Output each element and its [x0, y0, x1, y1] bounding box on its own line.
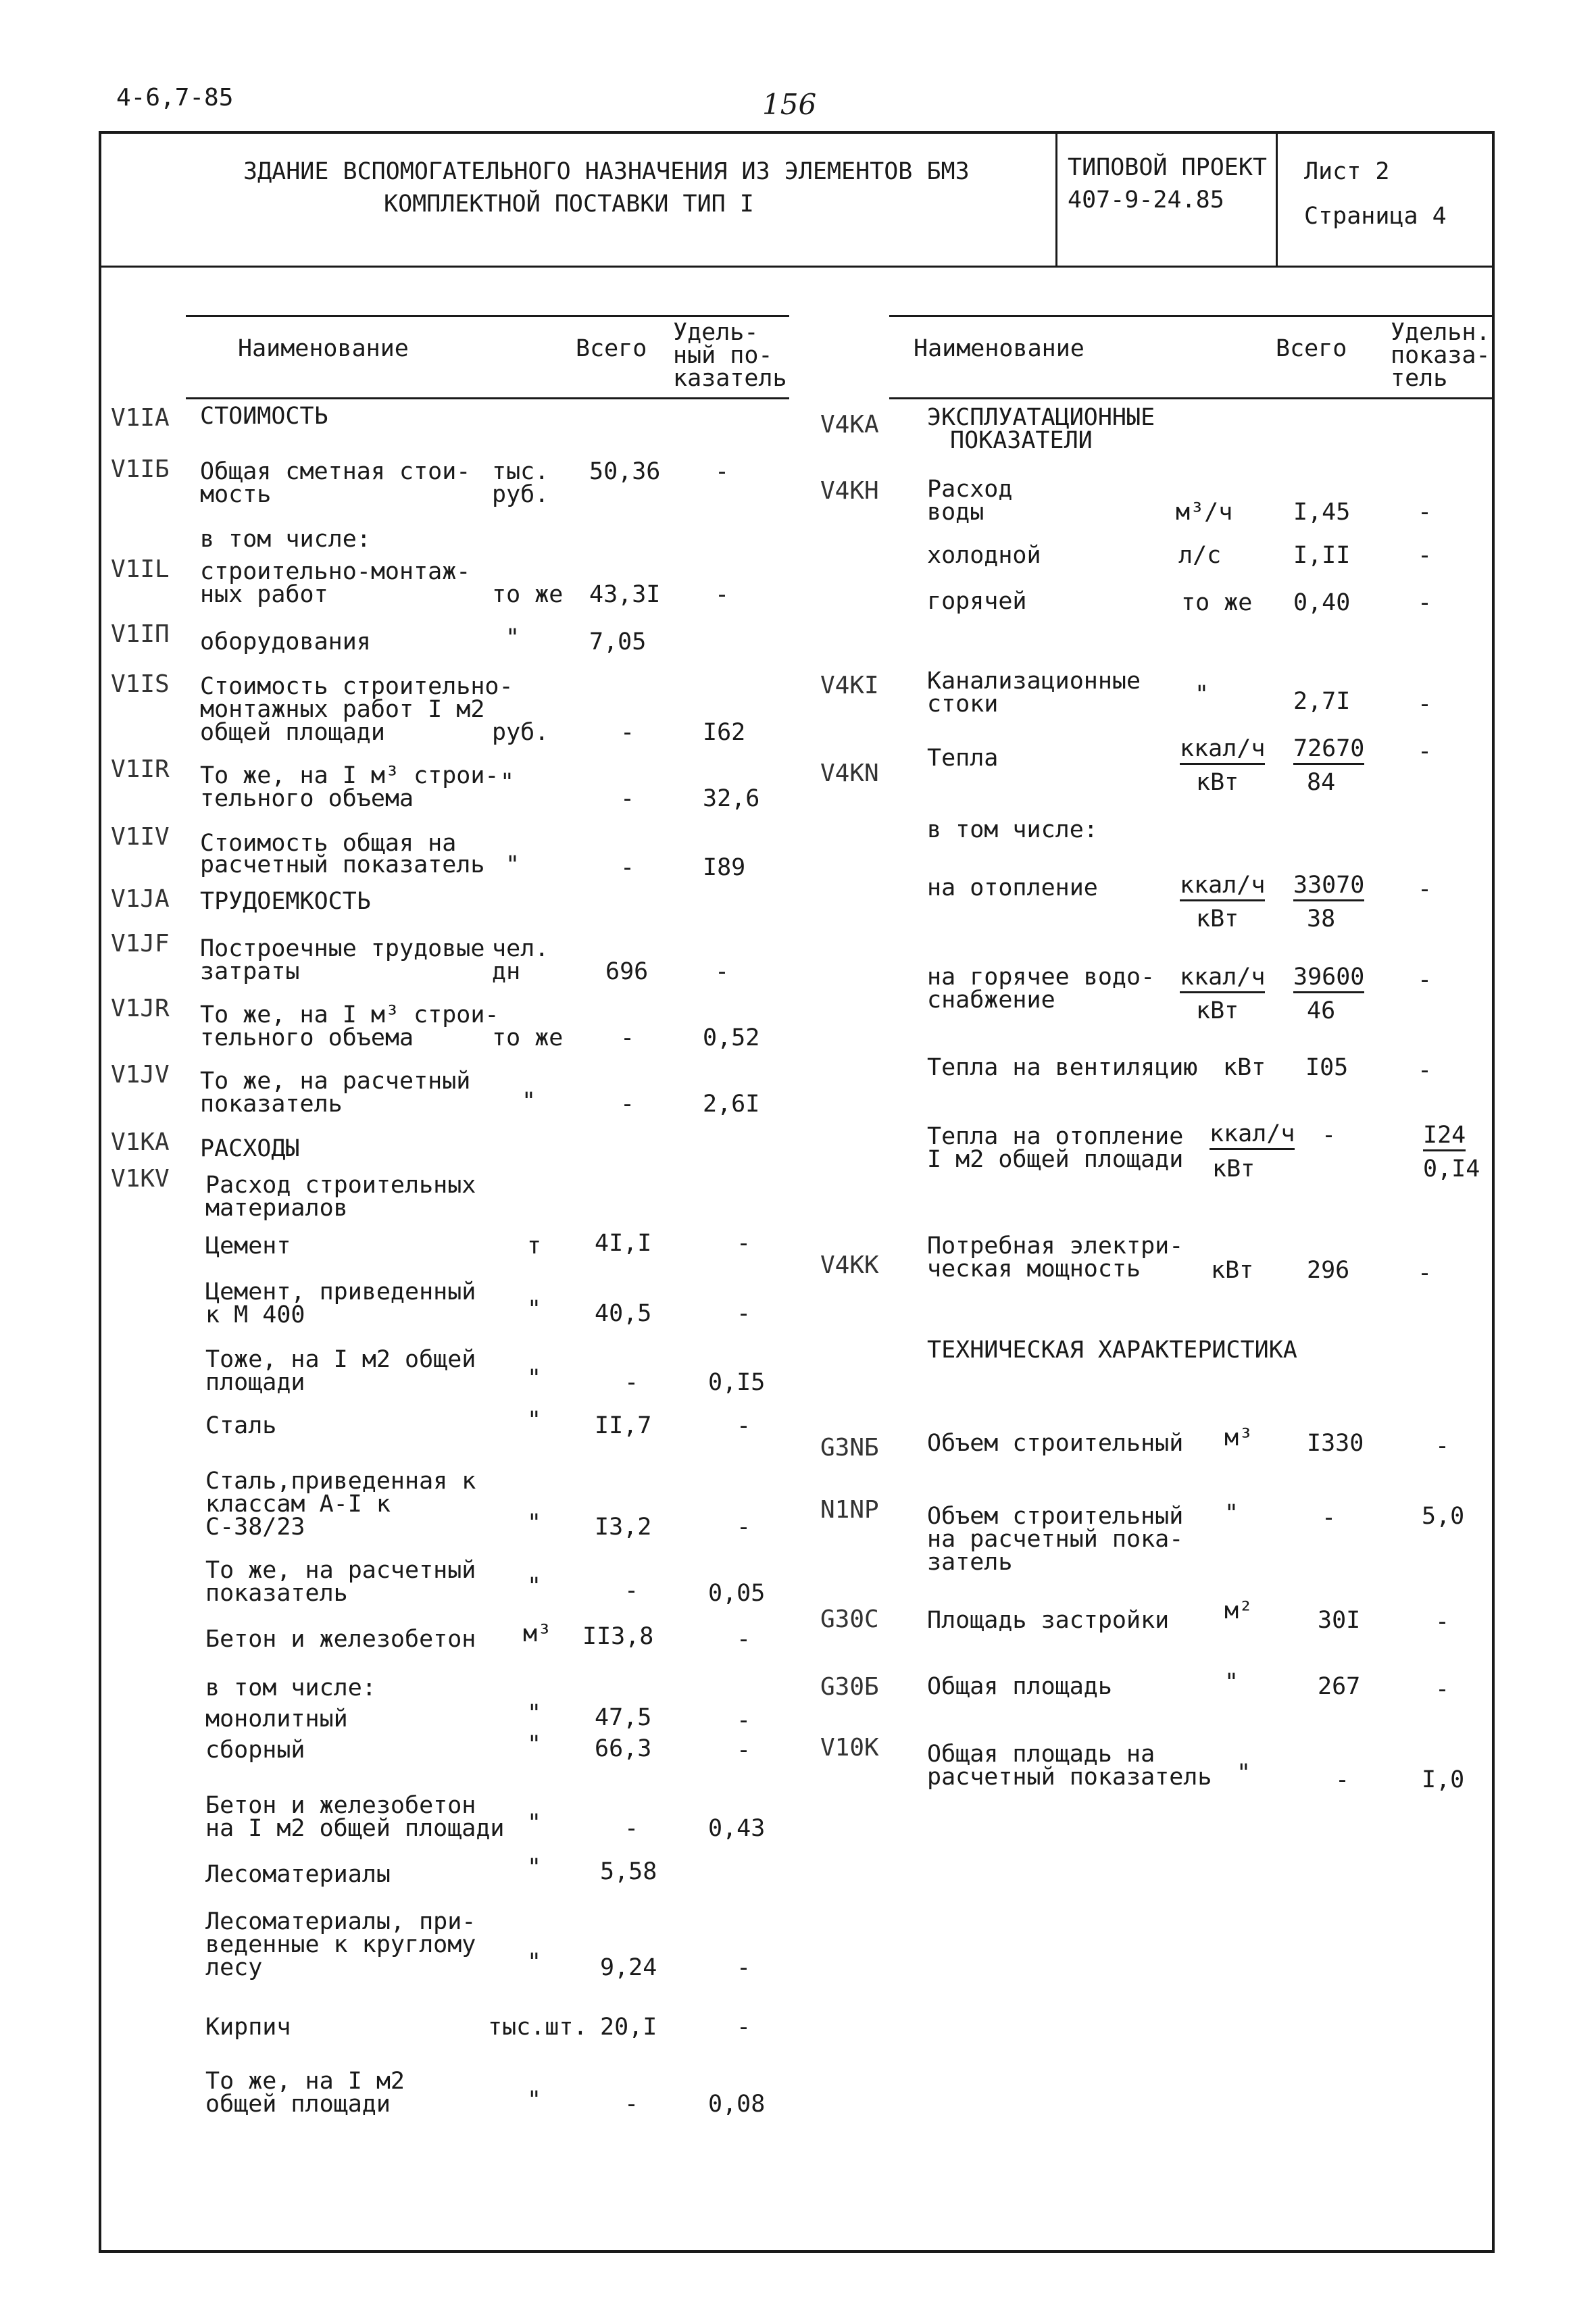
row-code: V1JA: [111, 885, 170, 913]
row-unit: ": [527, 1573, 542, 1600]
row-code: V1IR: [111, 755, 170, 783]
row-specific: -: [737, 1954, 751, 1981]
row-name: Тоже, на I м2 общей: [205, 1346, 476, 1373]
row-total: 66,3: [595, 1735, 652, 1762]
left-header-top-rule: [186, 315, 789, 317]
row-specific: -: [715, 958, 730, 985]
row-total: -: [620, 1024, 635, 1051]
row-name: Расход строительных: [205, 1172, 476, 1199]
row-name: показатель: [200, 1091, 343, 1118]
row-total: -: [620, 785, 635, 812]
row-unit: ": [500, 769, 515, 796]
row-name: затель: [927, 1549, 1013, 1576]
row-total: -: [1322, 1122, 1337, 1149]
row-name: мость: [200, 481, 272, 508]
row-specific: -: [1418, 1057, 1432, 1084]
document-code: 4-6,7-85: [116, 84, 234, 111]
frame-left: [99, 131, 101, 2253]
row-name: Потребная электри-: [927, 1233, 1184, 1260]
row-specific: -: [737, 2014, 751, 2041]
frame-bottom: [99, 2250, 1495, 2253]
row-code: V1JF: [111, 930, 170, 957]
row-name: То же, на I м³ строи-: [200, 762, 499, 789]
row-unit: ": [527, 1731, 542, 1758]
row-specific: -: [1418, 876, 1432, 903]
row-total-top: 39600: [1293, 965, 1364, 993]
row-specific: -: [1418, 589, 1432, 616]
right-col-name: Наименование: [914, 335, 1084, 362]
row-total: 9,24: [600, 1954, 657, 1981]
row-unit: м²: [1224, 1597, 1253, 1624]
row-code: V1JR: [111, 995, 170, 1022]
row-code: N1NP: [820, 1496, 879, 1524]
row-name: Бетон и железобетон: [205, 1792, 476, 1819]
row-name: воды: [927, 499, 984, 526]
row-code: V1JV: [111, 1061, 170, 1089]
right-header-bottom-rule: [889, 397, 1493, 399]
row-name: Стоимость строительно-: [200, 673, 514, 700]
row-unit: ": [1224, 1500, 1239, 1527]
row-unit: ": [527, 1296, 542, 1323]
row-code: V1IA: [111, 404, 170, 432]
page-number: 156: [762, 88, 817, 121]
row-name: площади: [205, 1369, 305, 1396]
project-number: 407-9-24.85: [1068, 186, 1224, 214]
row-unit-top: ккал/ч: [1180, 965, 1265, 993]
row-unit: ": [527, 1365, 542, 1392]
row-label: в том числе:: [205, 1674, 376, 1701]
row-unit: м³: [1224, 1424, 1253, 1451]
row-total: I05: [1305, 1054, 1349, 1081]
row-specific: -: [1418, 966, 1432, 993]
row-total: 4I,I: [595, 1230, 652, 1257]
row-unit: л/с: [1178, 542, 1222, 569]
row-name: Площадь застройки: [927, 1607, 1170, 1634]
row-name: Тепла на вентиляцию: [927, 1054, 1198, 1081]
row-specific: -: [1418, 1260, 1432, 1287]
row-specific: -: [737, 1514, 751, 1541]
row-total: II,7: [595, 1412, 652, 1439]
row-total: 267: [1318, 1673, 1361, 1700]
row-specific: 0,52: [703, 1024, 760, 1051]
row-label: в том числе:: [200, 526, 371, 553]
row-label: в том числе:: [927, 816, 1098, 843]
row-unit: ": [522, 1088, 537, 1115]
project-label: ТИПОВОЙ ПРОЕКТ: [1068, 154, 1268, 181]
row-total: 40,5: [595, 1300, 652, 1327]
row-name: Лесоматериалы, при-: [205, 1908, 476, 1935]
row-specific: 0,08: [708, 2091, 766, 2118]
row-name: Объем строительный: [927, 1503, 1184, 1530]
row-name: С-38/23: [205, 1514, 305, 1541]
row-name: к М 400: [205, 1301, 305, 1328]
row-unit: м³: [523, 1620, 552, 1647]
row-specific: -: [715, 581, 730, 608]
right-col-specific-1: Удельн.: [1391, 319, 1491, 346]
row-total-top: 72670: [1293, 737, 1364, 765]
row-total: -: [624, 1577, 639, 1604]
row-specific-top: I24: [1423, 1123, 1466, 1151]
row-name: ческая мощность: [927, 1255, 1141, 1283]
row-total: -: [1322, 1504, 1337, 1531]
row-total: II3,8: [582, 1623, 654, 1650]
row-unit: м³/ч: [1176, 499, 1233, 526]
row-specific: 0,I5: [708, 1369, 766, 1396]
row-specific-bottom: 0,I4: [1423, 1155, 1480, 1183]
row-specific: -: [715, 458, 730, 485]
row-unit-bottom: кВт: [1212, 1155, 1255, 1183]
header-sep-1: [1055, 131, 1057, 267]
section-operation-title: ЭКСПЛУАТАЦИОННЫЕ: [927, 404, 1155, 431]
row-name: Сталь,приведенная к: [205, 1468, 476, 1495]
row-unit: ": [1237, 1760, 1251, 1787]
right-col-specific-2: показа-: [1391, 342, 1491, 369]
row-name: Бетон и железобетон: [205, 1626, 476, 1653]
section-operation-title-2: ПОКАЗАТЕЛИ: [950, 427, 1093, 454]
row-total-top: 33070: [1293, 873, 1364, 901]
row-unit: ": [527, 1510, 542, 1537]
row-specific: -: [737, 1412, 751, 1439]
row-unit-bottom: кВт: [1196, 769, 1239, 796]
row-unit: тыс.шт.: [488, 2014, 588, 2041]
row-name: Стоимость общая на: [200, 830, 457, 857]
row-specific: I89: [703, 854, 746, 881]
row-unit: ": [505, 851, 520, 878]
row-code: V4KH: [820, 477, 879, 505]
row-name: на горячее водо-: [927, 964, 1155, 991]
right-header-top-rule: [889, 315, 1493, 317]
row-specific: -: [737, 1737, 751, 1764]
row-total-bottom: 84: [1307, 769, 1336, 796]
row-specific: 32,6: [703, 785, 760, 812]
row-unit: т: [527, 1233, 542, 1260]
row-specific: 5,0: [1422, 1503, 1465, 1530]
row-name: монтажных работ I м2: [200, 696, 485, 723]
row-code: V10K: [820, 1734, 879, 1762]
row-name: тельного объема: [200, 1024, 414, 1051]
row-total: -: [1335, 1766, 1350, 1793]
row-name: стоки: [927, 691, 999, 718]
row-unit: ": [1195, 681, 1210, 708]
right-col-total: Всего: [1276, 335, 1347, 362]
row-name: Цемент, приведенный: [205, 1278, 476, 1305]
row-specific: I,0: [1422, 1766, 1465, 1793]
header-title-line1: ЗДАНИЕ ВСПОМОГАТЕЛЬНОГО НАЗНАЧЕНИЯ ИЗ ЭЛЕМЕНТОВ БМЗ: [243, 158, 970, 185]
row-name: строительно-монтаж-: [200, 558, 471, 585]
row-code: V4KN: [820, 760, 879, 787]
row-total: 43,3I: [589, 581, 661, 608]
row-unit: ": [1224, 1669, 1239, 1696]
row-name: расчетный показатель: [927, 1764, 1212, 1791]
row-name: лесу: [205, 1954, 263, 1981]
row-code: V4KI: [820, 672, 879, 699]
row-unit-top: ккал/ч: [1180, 737, 1265, 765]
row-unit: ": [527, 2087, 542, 2114]
row-name: снабжение: [927, 987, 1055, 1014]
row-name: То же, на расчетный: [205, 1557, 476, 1584]
row-name: То же, на I м³ строи-: [200, 1001, 499, 1028]
row-name: Лесоматериалы: [205, 1861, 391, 1888]
row-total: I3,2: [595, 1514, 652, 1541]
row-unit: кВт: [1211, 1257, 1254, 1284]
left-col-total: Всего: [576, 335, 647, 362]
header-title-line2: КОМПЛЕКТНОЙ ПОСТАВКИ ТИП I: [384, 191, 754, 218]
row-code: V1IL: [111, 555, 170, 583]
left-col-specific-3: казатель: [673, 365, 787, 392]
row-name: Общая сметная стои-: [200, 458, 471, 485]
row-total: 20,I: [600, 2014, 657, 2041]
row-name: горячей: [927, 588, 1027, 615]
left-col-name: Наименование: [238, 335, 409, 362]
row-unit: то же: [492, 581, 564, 608]
row-unit: чел.: [492, 935, 549, 962]
section-technical-title: ТЕХНИЧЕСКАЯ ХАРАКТЕРИСТИКА: [927, 1337, 1297, 1364]
row-name: расчетный показатель: [200, 851, 485, 878]
row-specific: -: [737, 1626, 751, 1653]
row-name: То же, на расчетный: [200, 1068, 471, 1095]
row-total: -: [620, 854, 635, 881]
row-specific: -: [1418, 738, 1432, 765]
row-total: 50,36: [589, 458, 661, 485]
row-total: 30I: [1318, 1607, 1361, 1634]
frame-right: [1492, 131, 1495, 2253]
row-unit: ": [527, 1949, 542, 1976]
row-name: веденные к круглому: [205, 1931, 476, 1958]
row-unit: то же: [492, 1024, 564, 1051]
row-name: Общая площадь на: [927, 1741, 1155, 1768]
row-name: холодной: [927, 542, 1041, 569]
row-specific: 0,05: [708, 1580, 766, 1607]
row-specific: 0,43: [708, 1815, 766, 1842]
row-total: 7,05: [589, 628, 647, 655]
row-total: 696: [605, 958, 649, 985]
left-header-bottom-rule: [186, 397, 789, 399]
row-name: на расчетный пока-: [927, 1526, 1184, 1553]
row-name: Объем строительный: [927, 1430, 1184, 1457]
row-unit-bottom: кВт: [1196, 905, 1239, 932]
row-code: G30C: [820, 1605, 879, 1633]
row-unit: тыс.: [492, 458, 549, 485]
row-specific: 2,6I: [703, 1091, 760, 1118]
row-total: 47,5: [595, 1704, 652, 1731]
row-specific: -: [1418, 499, 1432, 526]
row-unit-bottom: кВт: [1196, 997, 1239, 1024]
row-total: -: [624, 1815, 639, 1842]
frame-top: [99, 131, 1495, 134]
section-materials-title: РАСХОДЫ: [200, 1135, 300, 1162]
row-total: -: [620, 1091, 635, 1118]
row-unit: кВт: [1223, 1054, 1266, 1081]
row-unit: ": [527, 1407, 542, 1434]
row-unit-top: ккал/ч: [1210, 1122, 1295, 1150]
row-total-bottom: 38: [1307, 905, 1336, 932]
sheet-number: Лист 2: [1304, 158, 1390, 185]
row-unit: ": [527, 1700, 542, 1727]
left-col-specific-2: ный по-: [673, 342, 773, 369]
row-name: сборный: [205, 1737, 305, 1764]
row-total: 5,58: [600, 1858, 657, 1885]
row-specific: -: [1435, 1433, 1450, 1460]
row-name: оборудования: [200, 628, 371, 655]
row-total: 296: [1307, 1257, 1350, 1284]
row-total: I,45: [1293, 499, 1351, 526]
header-divider: [99, 266, 1495, 268]
row-specific: I62: [703, 719, 746, 746]
row-name: Построечные трудовые: [200, 935, 485, 962]
row-name: на отопление: [927, 874, 1098, 901]
row-name: монолитный: [205, 1706, 348, 1733]
left-col-specific-1: Удель-: [673, 319, 759, 346]
row-name: I м2 общей площади: [927, 1146, 1184, 1173]
row-total: I,II: [1293, 542, 1351, 569]
row-unit: руб.: [492, 481, 549, 508]
row-name: показатель: [205, 1580, 348, 1607]
row-code: V1IП: [111, 620, 170, 648]
row-unit: то же: [1181, 589, 1253, 616]
row-code: V1KA: [111, 1128, 170, 1156]
row-code: G30Б: [820, 1673, 879, 1701]
row-total: -: [624, 2091, 639, 2118]
row-unit: руб.: [492, 719, 549, 746]
row-name: Тепла на отопление: [927, 1123, 1184, 1150]
row-code: V1IБ: [111, 455, 170, 483]
row-code: G3NБ: [820, 1434, 879, 1462]
row-code: V1IS: [111, 670, 170, 698]
row-unit: ": [527, 1854, 542, 1881]
row-total-bottom: 46: [1307, 997, 1336, 1024]
row-name: классам А-I к: [205, 1491, 391, 1518]
right-col-specific-3: тель: [1391, 365, 1448, 392]
row-name: на I м2 общей площади: [205, 1815, 505, 1842]
section-cost-title: СТОИМОСТЬ: [200, 403, 328, 430]
header-sep-2: [1276, 131, 1278, 267]
row-name: общей площади: [200, 719, 385, 746]
row-specific: -: [1435, 1676, 1450, 1703]
row-code: V4KK: [820, 1251, 879, 1279]
row-code: V4KA: [820, 411, 879, 439]
row-name: тельного объема: [200, 785, 414, 812]
row-code: V1IV: [111, 823, 170, 851]
row-code: V1KV: [111, 1165, 170, 1193]
row-name: затраты: [200, 958, 300, 985]
row-name: Цемент: [205, 1233, 291, 1260]
section-labor-title: ТРУДОЕМКОСТЬ: [200, 888, 371, 915]
row-name: Кирпич: [205, 2014, 291, 2041]
row-total: -: [624, 1369, 639, 1396]
page-label: Страница 4: [1304, 203, 1447, 230]
row-total: I330: [1307, 1430, 1364, 1457]
row-total: 0,40: [1293, 589, 1351, 616]
row-total: 2,7I: [1293, 688, 1351, 715]
row-specific: -: [737, 1707, 751, 1734]
row-specific: -: [1418, 691, 1432, 718]
row-unit: ": [505, 624, 520, 651]
row-name: Сталь: [205, 1412, 277, 1439]
row-unit: дн: [492, 958, 521, 985]
row-specific: -: [737, 1230, 751, 1257]
row-specific: -: [737, 1300, 751, 1327]
row-total: -: [620, 719, 635, 746]
row-unit: ": [527, 1810, 542, 1837]
row-specific: -: [1418, 542, 1432, 569]
row-name: То же, на I м2: [205, 2068, 405, 2095]
row-name: общей площади: [205, 2091, 391, 2118]
row-name: материалов: [205, 1195, 348, 1222]
row-unit-top: ккал/ч: [1180, 873, 1265, 901]
row-name: ных работ: [200, 581, 328, 608]
row-name: Общая площадь: [927, 1673, 1112, 1700]
row-specific: -: [1435, 1608, 1450, 1635]
row-name: Расход: [927, 476, 1013, 503]
row-name: Канализационные: [927, 668, 1141, 695]
row-name: Тепла: [927, 745, 999, 772]
